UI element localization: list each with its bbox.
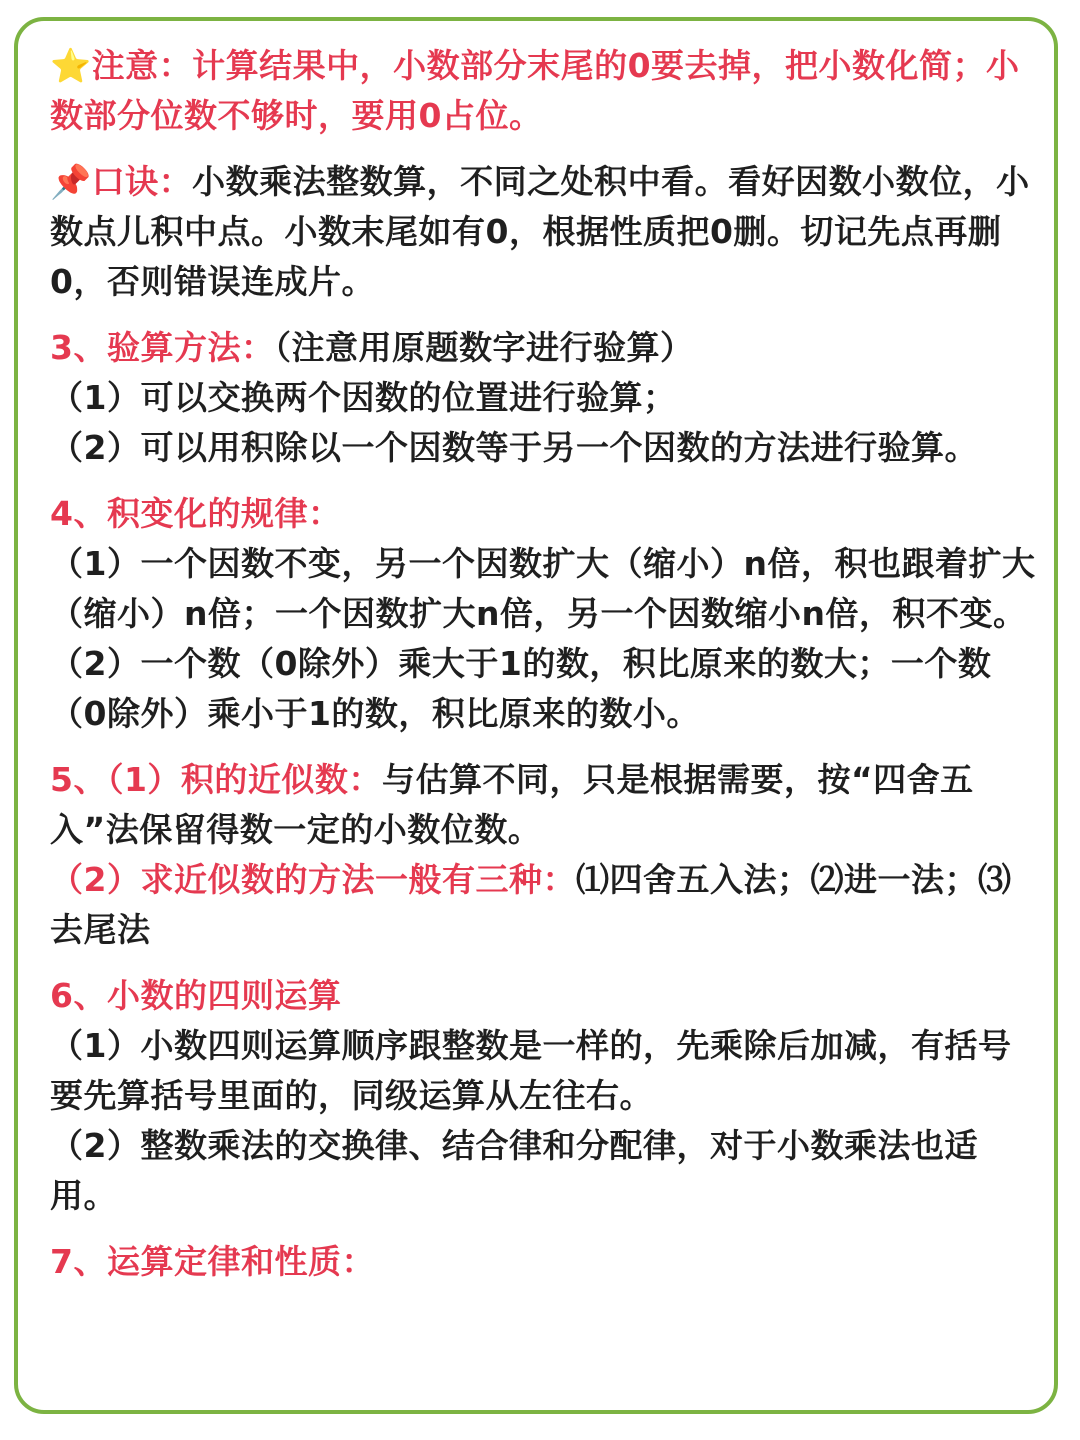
section-7-heading: 7、运算定律和性质：	[50, 1242, 375, 1281]
section-6-item-2: （2）整数乘法的交换律、结合律和分配律，对于小数乘法也适用。	[50, 1126, 978, 1215]
section-7	[50, 1237, 1040, 1287]
section-6	[50, 971, 1040, 1221]
section-5-text-2: ⑴四舍五入法；⑵进一法；⑶去尾法	[50, 860, 1012, 949]
section-5-part-1	[50, 755, 1040, 855]
star-icon: ⭐	[50, 46, 92, 85]
section-6-heading: 6、小数的四则运算	[50, 976, 342, 1015]
section-3-heading	[50, 323, 1040, 373]
section-3-item-2: （2）可以用积除以一个因数等于另一个因数的方法进行验算。	[50, 428, 978, 467]
section-3	[50, 323, 1040, 473]
rhyme-text: 小数乘法整数算，不同之处积中看。看好因数小数位，小数点儿积中点。小数末尾如有0，根据性质把0删。切记先点再删0，否则错误连成片。	[50, 162, 1030, 301]
rhyme-label: 口诀：	[91, 162, 193, 201]
note-card	[14, 17, 1058, 1414]
card-content	[50, 41, 1040, 1287]
section-3-label: 3、验算方法：	[50, 328, 275, 367]
section-3-note: （注意用原题数字进行验算）	[274, 328, 694, 367]
section-6-item-1: （1）小数四则运算顺序跟整数是一样的，先乘除后加减，有括号要先算括号里面的，同级运算从左往右。	[50, 1026, 1012, 1115]
section-5-part-2	[50, 855, 1040, 955]
section-4-heading: 4、积变化的规律：	[50, 494, 342, 533]
section-5-text-1: 与估算不同，只是根据需要，按“四舍五入”法保留得数一定的小数位数。	[50, 760, 974, 849]
section-4	[50, 489, 1040, 739]
pushpin-icon: 📌	[50, 162, 92, 201]
section-5-label-1: 5、（1）积的近似数：	[50, 760, 382, 799]
section-4-item-1: （1）一个因数不变，另一个因数扩大（缩小）n倍，积也跟着扩大（缩小）n倍；一个因数扩大n倍，另一个因数缩小n倍，积不变。	[50, 544, 1036, 633]
note-text: 计算结果中，小数部分末尾的0要去掉，把小数化简；小数部分位数不够时，要用0占位。	[50, 46, 1020, 135]
section-5	[50, 755, 1040, 955]
section-3-item-1: （1）可以交换两个因数的位置进行验算；	[50, 378, 677, 417]
rhyme-paragraph	[50, 157, 1040, 307]
section-5-label-2: （2）求近似数的方法一般有三种：	[50, 860, 576, 899]
section-4-item-2: （2）一个数（0除外）乘大于1的数，积比原来的数大；一个数（0除外）乘小于1的数，积比原来的数小。	[50, 644, 992, 733]
note-paragraph	[50, 41, 1040, 141]
note-label: 注意：	[91, 46, 193, 85]
